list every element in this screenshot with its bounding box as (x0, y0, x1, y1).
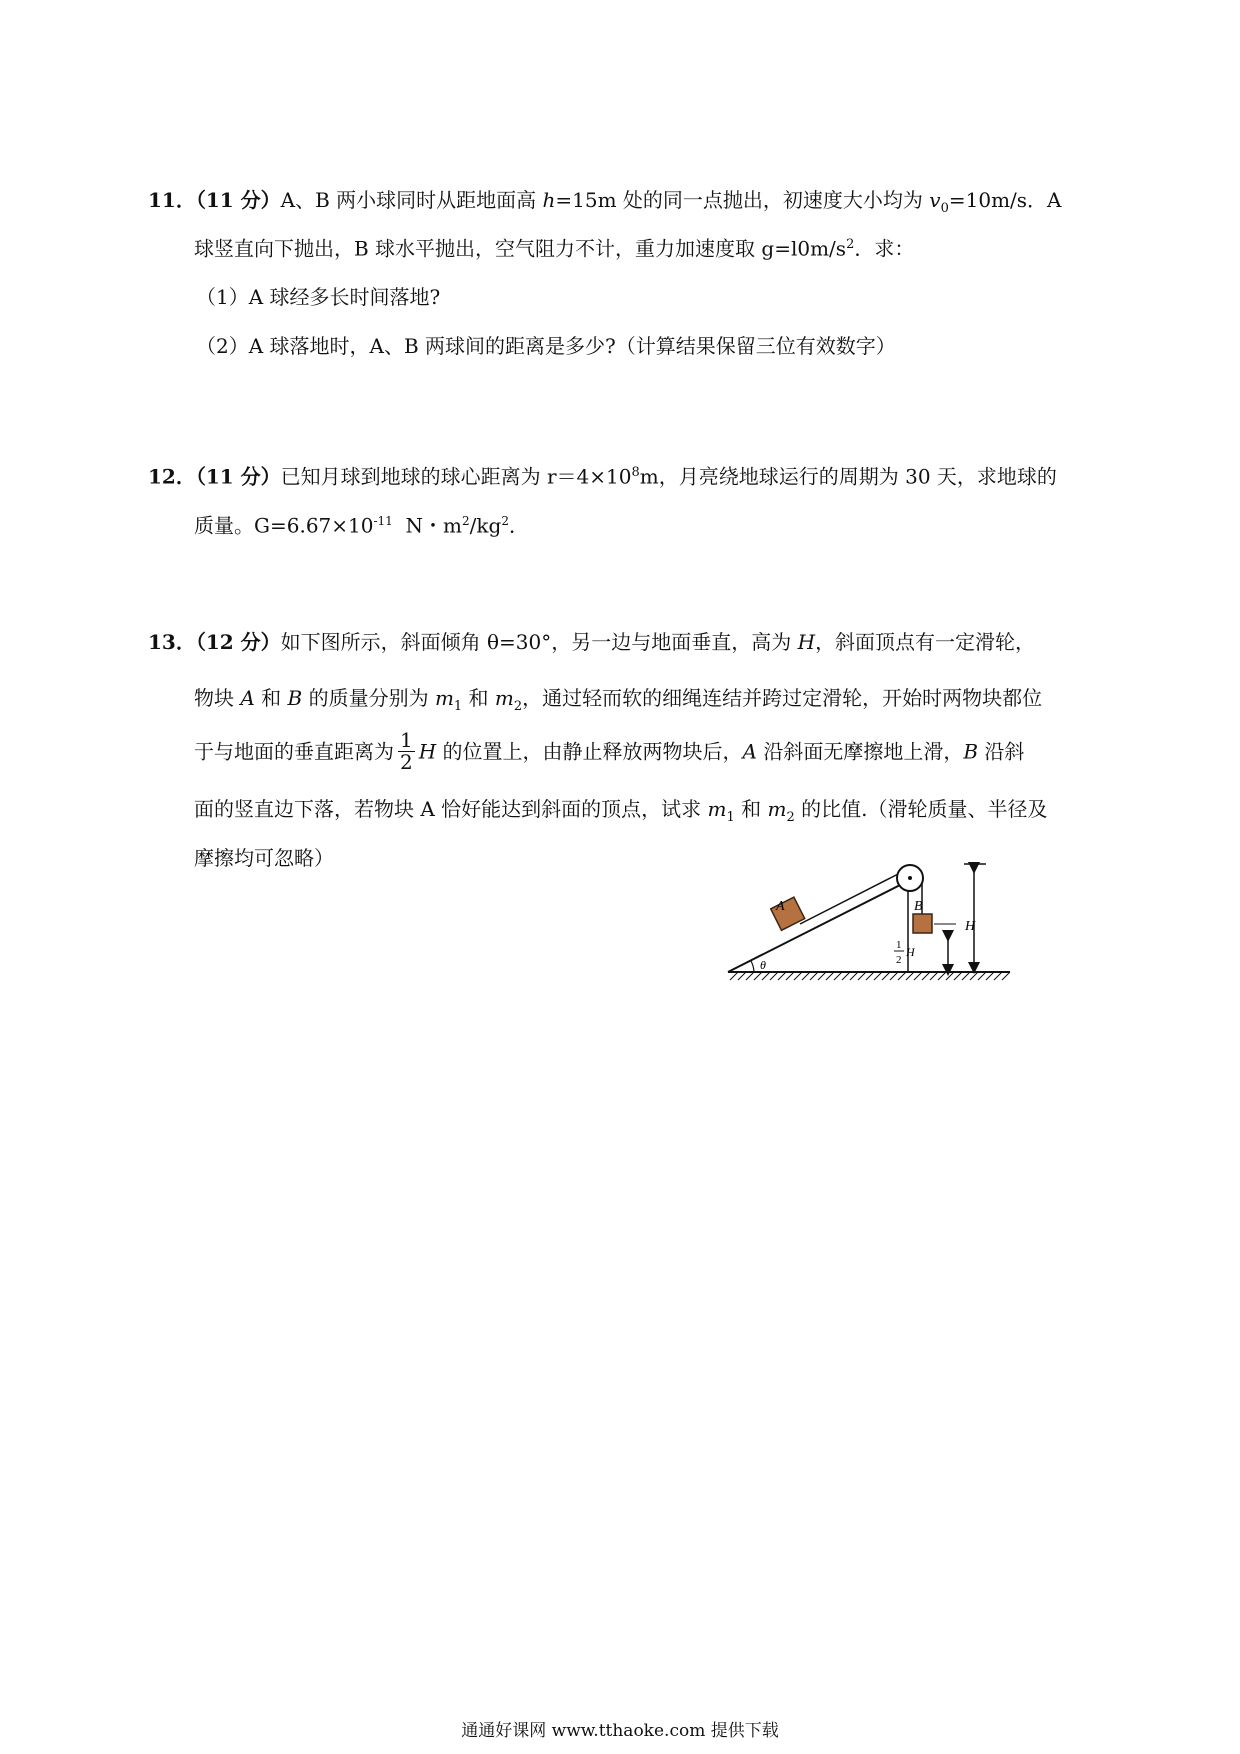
pulley-axle (908, 876, 912, 880)
half-h-symbol: H (906, 945, 915, 959)
q13-line3: 于与地面的垂直距离为 $\frac{1}{2}$ H 的位置上，由静止释放两物块后，A 沿斜面无摩擦地上滑，B 沿斜 (194, 728, 1025, 774)
half-h-numerator: 1 (896, 939, 902, 951)
q13-number: 13． (148, 630, 196, 654)
q11-sub2: （2）A 球落地时，A、B 两球间的距离是多少?（计算结果保留三位有效数字） (196, 334, 896, 358)
q13-line4: 面的竖直边下落，若物块 A 恰好能达到斜面的顶点，试求 $m_1$ 和 $m_2$ 的比值.（滑轮质量、半径及 (194, 797, 1048, 825)
footer-source: 通通好课网 www.tthaoke.com 提供下载 (461, 1721, 779, 1741)
q13-points: （12 分） (195, 630, 281, 654)
q11-line2: 球竖直向下抛出，B 球水平抛出，空气阻力不计，重力加速度取 $g=l0m/s^2$．求： (194, 236, 915, 261)
q11-line1: 11．（11 分）A、B 两小球同时从距地面高 h=15m 处的同一点抛出，初速度大小均为 $v_0=10m/s$．A (148, 188, 1062, 216)
incline-surface (728, 880, 910, 972)
theta-label: θ (760, 958, 766, 972)
q13-line5: 摩擦均可忽略） (194, 846, 334, 870)
half-h-denominator: 2 (896, 954, 902, 966)
half-fraction: $\frac{1}{2}$ (400, 728, 413, 774)
q11-sub1: （1）A 球经多长时间落地? (196, 285, 441, 309)
ground-hatching (730, 972, 1010, 980)
q12-line1: 12．（11 分）已知月球到地球的球心距离为 $r=4\times 10^8m$，月亮绕地球运行的周期为 30 天，求地球的 (148, 464, 1057, 489)
block-b (913, 914, 932, 933)
angle-arc (751, 961, 754, 972)
incline-pulley-figure (720, 862, 1020, 992)
block-a-label: A (776, 899, 785, 914)
rope-incline (800, 870, 906, 924)
q12-points: （11 分） (195, 464, 281, 489)
q12-line2: 质量。$G=6.67\times 10^{-11}$ N・$m^2/kg^2$． (194, 513, 529, 538)
q11-number: 11． (148, 188, 196, 212)
block-b-label: B (914, 899, 923, 914)
q13-line2: 物块 A 和 B 的质量分别为 $m_1$ 和 $m_2$，通过轻而软的细绳连结并跨过定滑轮，开始时两物块都位 (194, 686, 1043, 714)
q12-number: 12． (148, 464, 196, 489)
q13-line1: 13．（12 分）如下图所示，斜面倾角 θ=30°，另一边与地面垂直，高为 H，斜面顶点有一定滑轮， (148, 630, 1036, 654)
q11-points: （11 分） (195, 188, 281, 212)
h-label: H (965, 919, 976, 934)
